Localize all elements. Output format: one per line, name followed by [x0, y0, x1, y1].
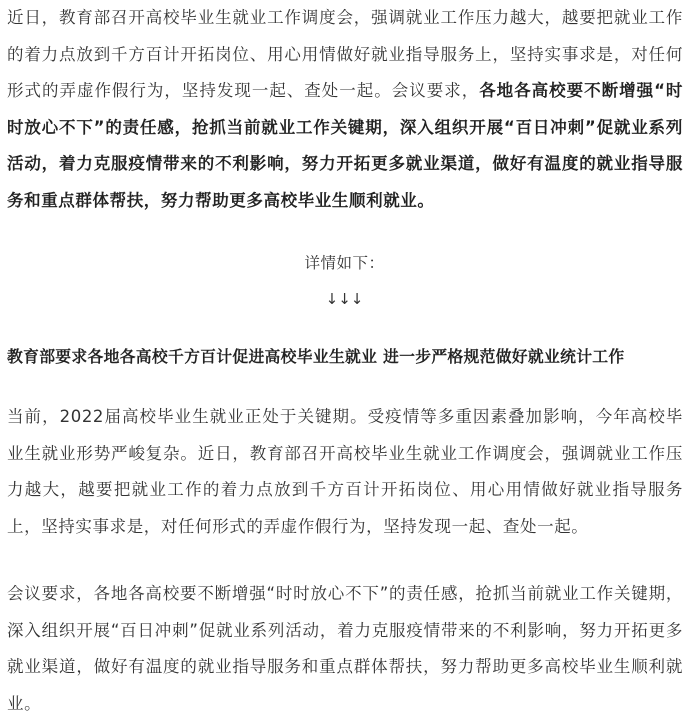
- details-label: 详情如下：: [304, 254, 385, 272]
- down-arrows: ↓↓↓: [325, 290, 364, 308]
- intro-paragraph: [7, 0, 683, 219]
- body-paragraph-2: 会议要求，各地各高校要不断增强“时时放心不下”的责任感，抢抓当前就业工作关键期，深入组织开展“百日冲刺”促就业系列活动，着力克服疫情带来的不利影响，努力开拓更多就业渠道，做好有温度的就业指导服务和重点群体帮扶，努力帮助更多高校毕业生顺利就业。: [7, 584, 683, 713]
- intro-bold-text: 各地各高校要不断增强“时时放心不下”的责任感，抢抓当前就业工作关键期，深入组织开展“百日冲刺”促就业系列活动，着力克服疫情带来的不利影响，努力开拓更多就业渠道，做好有温度的就业指导服务和重点群体帮扶，努力帮助更多高校毕业生顺利就业。: [7, 81, 684, 210]
- body-paragraph-1: 当前，2022届高校毕业生就业正处于关键期。受疫情等多重因素叠加影响，今年高校毕业生就业形势严峻复杂。近日，教育部召开高校毕业生就业工作调度会，强调就业工作压力越大，越要把就业工作的着力点放到千方百计开拓岗位、用心用情做好就业指导服务上，坚持实事求是，对任何形式的弄虚作假行为，坚持发现一起、查处一起。: [7, 407, 683, 536]
- article-headline: 教育部要求各地各高校千方百计促进高校毕业生就业 进一步严格规范做好就业统计工作: [7, 347, 625, 366]
- intro-plain-text: 近日，教育部召开高校毕业生就业工作调度会，强调就业工作压力越大，越要把就业工作的着力点放到千方百计开拓岗位、用心用情做好就业指导服务上，坚持实事求是，对任何形式的弄虚作假行为，坚持发现一起、查处一起。会议要求，: [7, 8, 683, 100]
